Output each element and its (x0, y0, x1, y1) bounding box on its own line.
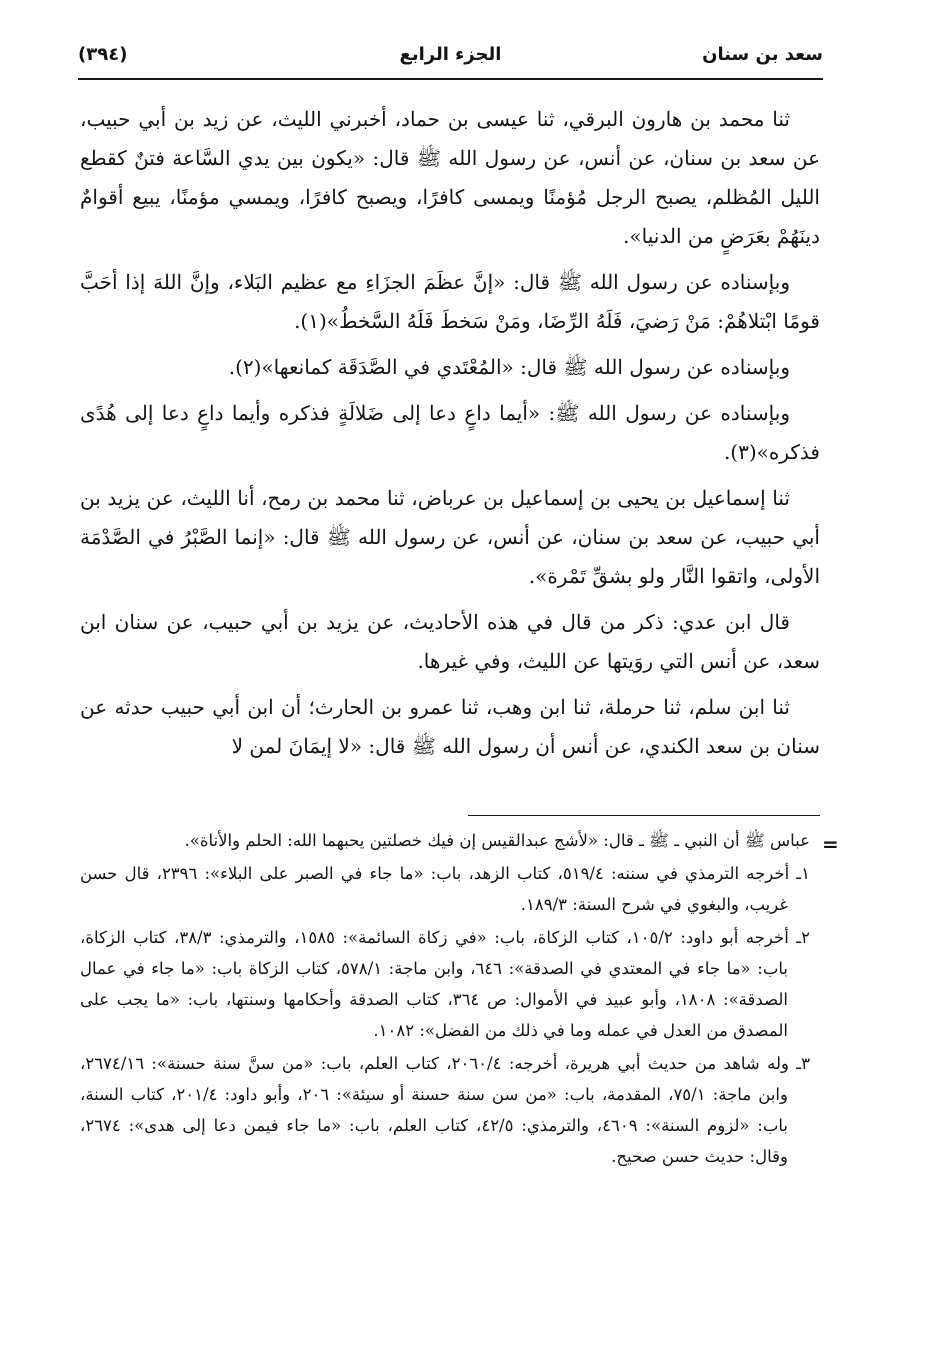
running-header (78, 38, 823, 78)
paragraph: ثنا إسماعيل بن يحيى بن إسماعيل بن عرباض، ثنا محمد بن رمح، أنا الليث، عن يزيد بن أبي حبيب، عن سعد بن سنان، عن أنس، عن رسول الله ﷺ قال: «إنما الصَّبْرُ في الصَّدْمَة الأولى، واتقوا النَّار ولو بشقِّ تَمْرة». (80, 486, 820, 588)
footnote-continuation: عباس ﷺ أن النبي ـ ﷺ ـ قال: «لأشج عبدالقيس إن فيك خصلتين يحبهما الله: الحلم والأناة». (184, 831, 810, 850)
paragraph: وبإسناده عن رسول الله ﷺ قال: «إنَّ عظَمَ الجزَاءِ مع عظيم البَلاء، وإنَّ اللهَ إذا أحَبَّ قومًا ابْتلاهُمْ: مَنْ رَضيَ، فَلَهُ الرِّضَا، ومَنْ سَخطَ فَلَهُ السَّخطُ»(١). (80, 270, 820, 333)
main-text (80, 100, 820, 773)
footnote-2: ٢ـ أخرجه أبو داود: ١٠٥/٢، كتاب الزكاة، باب: «في زكاة السائمة»: ١٥٨٥، والترمذي: ٣٨/٣، كتاب الزكاة، باب: «ما جاء في المعتدي في الصدقة»: ٦٤٦، وابن ماجة: ٥٧٨/١، كتاب الزكاة باب: «ما جاء في عمال الصدقة»: ١٨٠٨، وأبو عبيد في الأموال: ص ٣٦٤، كتاب الصدقة وأحكامها وسنتها، باب: «ما يجب على المصدق من العدل في عمله وما في ذلك من الفضل»: ١٠٨٢. (80, 928, 811, 1040)
paragraph: ثنا ابن سلم، ثنا حرملة، ثنا ابن وهب، ثنا عمرو بن الحارث؛ أن ابن أبي حبيب حدثه عن سنان بن سعد الكندي، عن أنس أن رسول الله ﷺ قال: «لا إيمَانَ لمن لا (80, 695, 820, 758)
footnote-continuation-marker: = (822, 832, 839, 856)
footnote-3: ٣ـ وله شاهد من حديث أبي هريرة، أخرجه: ٢٠٦٠/٤، كتاب العلم، باب: «من سنَّ سنة حسنة»: ٢٦٧٤/١٦، وابن ماجة: ٧٥/١، المقدمة، باب: «من سن سنة حسنة أو سيئة»: ٢٠٦، وأبو داود: ٢٠١/٤، كتاب السنة، باب: «لزوم السنة»: ٤٦٠٩، والترمذي: ٤٢/٥، كتاب العلم، باب: «ما جاء فيمن دعا إلى هدى»: ٢٦٧٤، وقال: حديث حسن صحيح. (80, 1054, 810, 1166)
footnote-1: ١ـ أخرجه الترمذي في سننه: ٥١٩/٤، كتاب الزهد، باب: «ما جاء في الصبر على البلاء»: ٢٣٩٦، قال حسن غريب، والبغوي في شرح السنة: ١٨٩/٣. (80, 864, 810, 914)
paragraph: ثنا محمد بن هارون البرقي، ثنا عيسى بن حماد، أخبرني الليث، عن زيد بن أبي حبيب، عن سعد بن سنان، عن أنس، عن رسول الله ﷺ قال: «يكون بين يدي السَّاعة فتنٌ كقطع الليل المُظلم، يصبح الرجل مُؤمنًا ويمسى كافرًا، ويصبح كافرًا، ويمسي مؤمنًا، يبيع أقوامٌ دينَهُمْ بعَرَضٍ من الدنيا». (80, 107, 820, 248)
paragraph: وبإسناده عن رسول الله ﷺ: «أيما داعٍ دعا إلى ضَلالَةٍ فذكره وأيما داعٍ دعا إلى هُدًى فذكره»(٣). (80, 401, 820, 464)
chapter-title: سعد بن سنان (702, 44, 823, 65)
footnotes (80, 825, 810, 1174)
paragraph: وبإسناده عن رسول الله ﷺ قال: «المُعْتَدي في الصَّدَقَة كمانعها»(٢). (228, 355, 790, 379)
footnote-rule (468, 815, 820, 816)
paragraph: قال ابن عدي: ذكر من قال في هذه الأحاديث، عن يزيد بن أبي حبيب، عن سنان ابن سعد، عن أنس التي روَيتها عن الليث، وفي غيرها. (80, 610, 820, 673)
volume-title: الجزء الرابع (399, 44, 502, 65)
header-rule (78, 78, 823, 80)
page-number: (٣٩٤) (78, 44, 128, 65)
